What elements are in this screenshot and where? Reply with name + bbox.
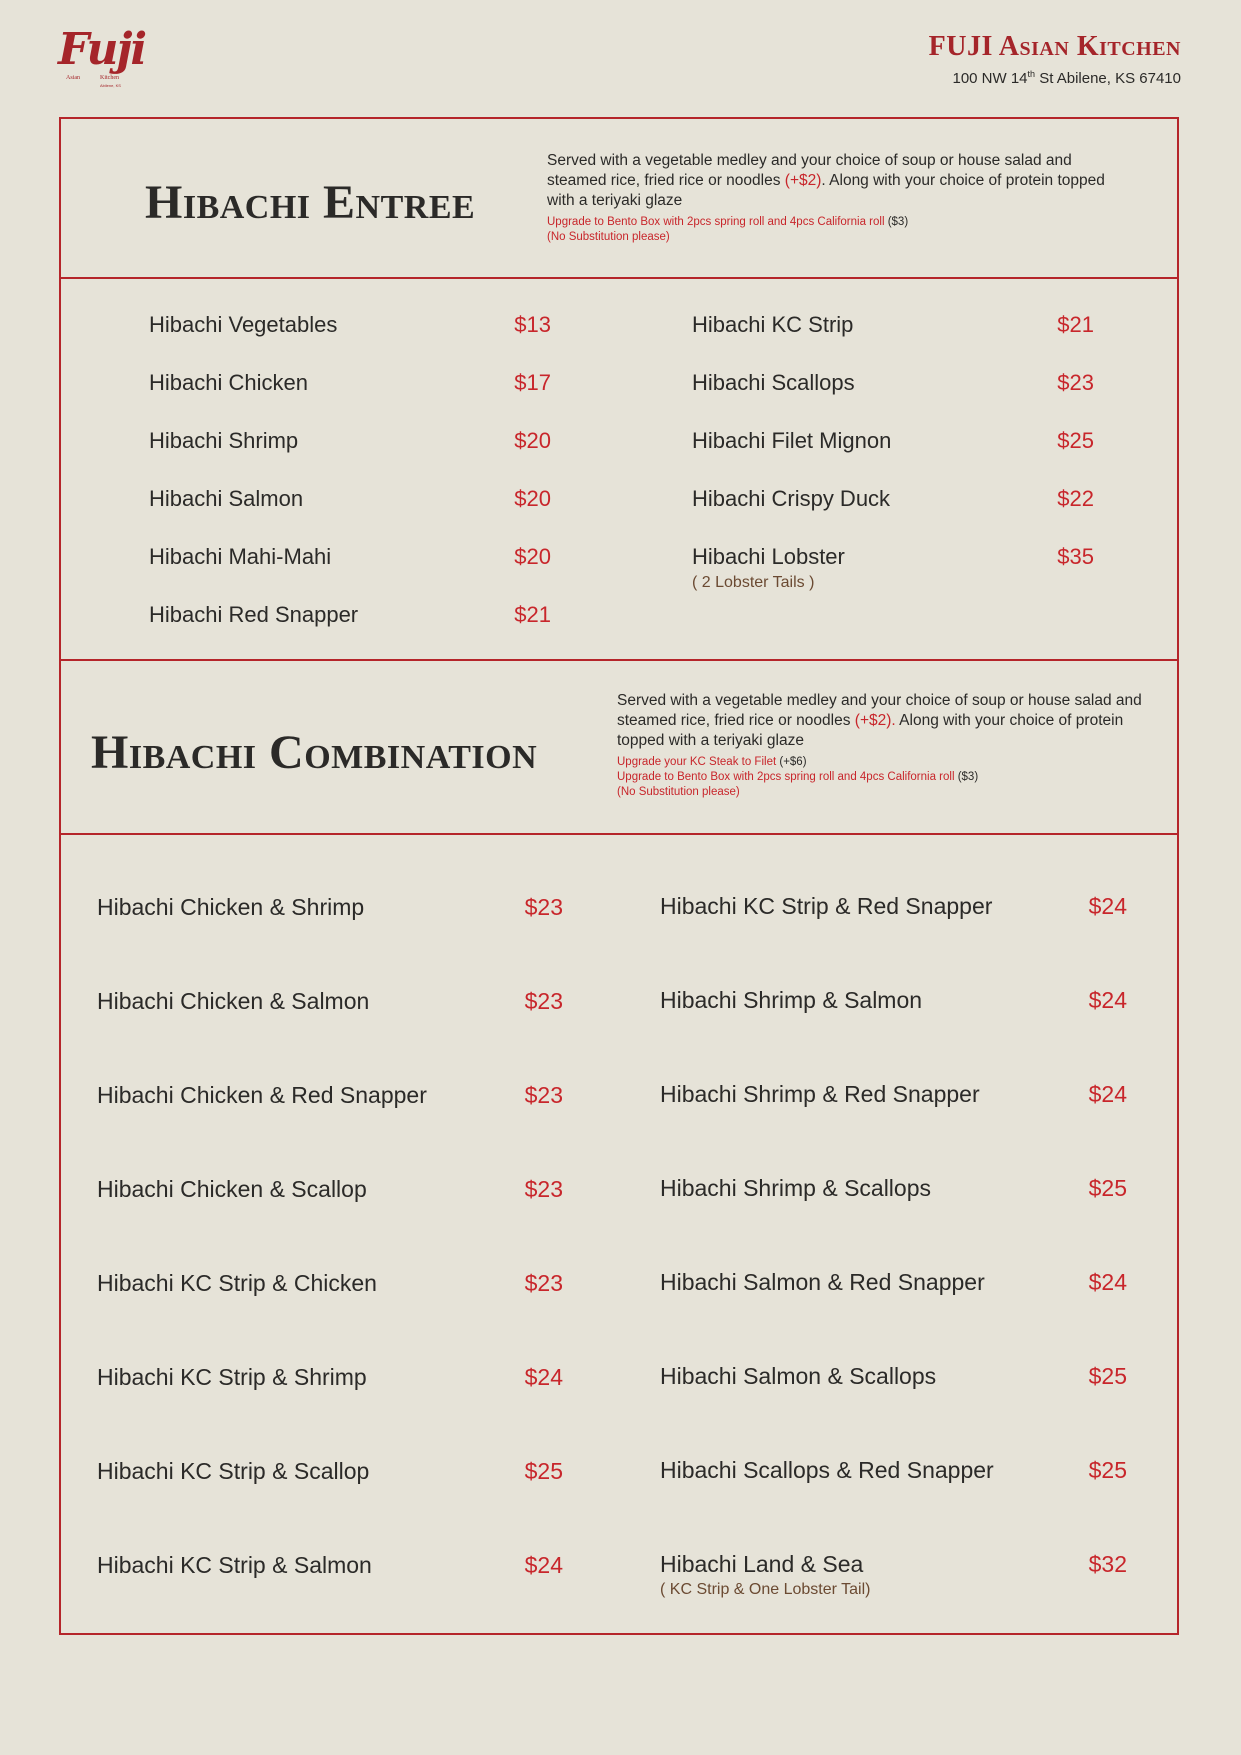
combo-item <box>660 1363 1127 1390</box>
combo-desc-extra: (+$2). <box>854 712 896 729</box>
combo-item <box>97 894 563 921</box>
item-name: Hibachi KC Strip & Shrimp <box>97 1364 367 1390</box>
combo-item <box>97 1458 563 1485</box>
item-price: $25 <box>1088 1175 1127 1201</box>
section-title-entree: Hibachi Entree <box>145 176 476 229</box>
address-street: 100 NW 14 <box>952 69 1028 87</box>
logo-script: Fuji <box>58 24 146 75</box>
item-price: $24 <box>1088 893 1127 919</box>
entree-item <box>149 370 551 396</box>
entree-item <box>149 312 551 338</box>
item-price: $23 <box>524 1176 563 1202</box>
item-name: Hibachi Chicken & Salmon <box>97 988 370 1014</box>
item-price: $21 <box>514 602 551 627</box>
item-price: $21 <box>1057 312 1094 337</box>
item-name: Hibachi Salmon & Red Snapper <box>660 1269 985 1295</box>
item-price: $24 <box>1088 987 1127 1013</box>
item-name: Hibachi Scallops <box>692 370 855 395</box>
item-name: Hibachi Salmon & Scallops <box>660 1363 937 1389</box>
divider <box>61 833 1177 835</box>
item-name: Hibachi KC Strip & Scallop <box>97 1458 370 1484</box>
logo-sub-right: Kitchen <box>100 75 119 81</box>
item-name: Hibachi Scallops & Red Snapper <box>660 1457 994 1483</box>
item-name: Hibachi Shrimp <box>149 428 299 453</box>
item-note: ( KC Strip & One Lobster Tail) <box>660 1581 871 1598</box>
entree-item <box>692 370 1094 396</box>
combo-item <box>97 1082 563 1109</box>
item-price: $25 <box>1088 1457 1127 1483</box>
item-price: $23 <box>524 1082 563 1108</box>
item-name: Hibachi Chicken & Shrimp <box>97 894 365 920</box>
item-price: $24 <box>524 1364 563 1390</box>
item-note: ( 2 Lobster Tails ) <box>692 574 815 591</box>
item-name: Hibachi Shrimp & Red Snapper <box>660 1081 980 1107</box>
item-price: $22 <box>1057 486 1094 511</box>
address-city: St Abilene, KS 67410 <box>1035 69 1181 87</box>
divider <box>61 277 1177 279</box>
item-price: $24 <box>524 1552 563 1578</box>
item-name: Hibachi Land & Sea <box>660 1551 864 1577</box>
combo-item <box>660 893 1127 920</box>
item-price: $20 <box>514 428 551 453</box>
item-price: $17 <box>514 370 551 395</box>
combo-desc-text-2: Along with your choice of protein topped with a teriyaki glaze <box>617 712 1124 749</box>
header <box>929 32 1181 87</box>
item-price: $20 <box>514 486 551 511</box>
note-text: Upgrade to Bento Box with 2pcs spring roll and 4pcs California roll <box>617 771 955 783</box>
item-price: $25 <box>524 1458 563 1484</box>
combo-desc-text: Served with a vegetable medley and your choice of soup or house salad and steamed rice, fried rice or noodles <box>617 692 1142 729</box>
combo-note-filet <box>617 755 1157 770</box>
item-price: $25 <box>1088 1363 1127 1389</box>
combo-note-substitution: (No Substitution please) <box>617 786 740 798</box>
entree-note-bento <box>547 215 1127 230</box>
item-name: Hibachi Lobster <box>692 544 845 569</box>
item-price: $23 <box>524 894 563 920</box>
entree-item <box>149 602 551 628</box>
entree-item <box>692 428 1094 454</box>
combo-item <box>660 1175 1127 1202</box>
note-text: Upgrade your KC Steak to Filet <box>617 756 777 768</box>
item-price: $23 <box>524 988 563 1014</box>
address-sup: th <box>1027 68 1036 79</box>
note-price: ($3) <box>954 771 979 783</box>
combo-item <box>97 988 563 1015</box>
item-name: Hibachi Chicken & Scallop <box>97 1176 367 1202</box>
combo-item <box>660 1269 1127 1296</box>
entree-item <box>692 312 1094 338</box>
entree-item <box>149 544 551 570</box>
item-name: Hibachi Crispy Duck <box>692 486 891 511</box>
item-name: Hibachi KC Strip & Salmon <box>97 1552 372 1578</box>
entree-item <box>692 544 1094 591</box>
note-text: Upgrade to Bento Box with 2pcs spring roll and 4pcs California roll <box>547 216 885 228</box>
item-name: Hibachi Chicken & Red Snapper <box>97 1082 427 1108</box>
item-name: Hibachi Chicken <box>149 370 308 395</box>
item-name: Hibachi KC Strip & Chicken <box>97 1270 377 1296</box>
combo-item <box>660 1551 1127 1598</box>
note-price: ($3) <box>884 216 909 228</box>
combo-item <box>660 987 1127 1014</box>
divider <box>61 659 1177 661</box>
item-price: $20 <box>514 544 551 569</box>
item-name: Hibachi Mahi-Mahi <box>149 544 332 569</box>
combo-description <box>617 691 1157 800</box>
entree-item <box>149 486 551 512</box>
item-price: $32 <box>1088 1551 1127 1577</box>
item-price: $23 <box>524 1270 563 1296</box>
combo-item <box>97 1270 563 1297</box>
address <box>929 69 1181 87</box>
item-name: Hibachi KC Strip & Red Snapper <box>660 893 993 919</box>
combo-note-bento <box>617 770 1157 785</box>
item-price: $24 <box>1088 1081 1127 1107</box>
entree-desc-extra: (+$2) <box>784 172 822 189</box>
item-price: $23 <box>1057 370 1094 395</box>
item-name: Hibachi Salmon <box>149 486 304 511</box>
item-price: $35 <box>1057 544 1094 569</box>
item-name: Hibachi Filet Mignon <box>692 428 892 453</box>
restaurant-name: FUJI Asian Kitchen <box>928 31 1181 62</box>
entree-item <box>692 486 1094 512</box>
logo-sub-left: Asian <box>66 75 80 81</box>
entree-description <box>547 151 1127 245</box>
item-name: Hibachi Vegetables <box>149 312 338 337</box>
item-price: $24 <box>1088 1269 1127 1295</box>
item-name: Hibachi Shrimp & Salmon <box>660 987 923 1013</box>
entree-desc-text-2: . Along with your choice of protein topped with a teriyaki glaze <box>547 172 1105 209</box>
logo <box>58 24 146 90</box>
combo-item <box>97 1552 563 1579</box>
combo-item <box>97 1364 563 1391</box>
item-price: $13 <box>514 312 551 337</box>
menu-frame <box>59 117 1179 1635</box>
entree-item <box>149 428 551 454</box>
section-title-combination: Hibachi Combination <box>91 726 538 779</box>
item-name: Hibachi Red Snapper <box>149 602 359 627</box>
combo-item <box>97 1176 563 1203</box>
combo-item <box>660 1081 1127 1108</box>
entree-note-substitution: (No Substitution please) <box>547 231 670 243</box>
combo-item <box>660 1457 1127 1484</box>
item-name: Hibachi KC Strip <box>692 312 854 337</box>
item-name: Hibachi Shrimp & Scallops <box>660 1175 932 1201</box>
note-price: (+$6) <box>776 756 807 768</box>
item-price: $25 <box>1057 428 1094 453</box>
logo-city: Abilene, KS <box>100 83 121 88</box>
entree-desc-text: Served with a vegetable medley and your choice of soup or house salad and steamed rice, fried rice or noodles <box>547 152 1072 189</box>
